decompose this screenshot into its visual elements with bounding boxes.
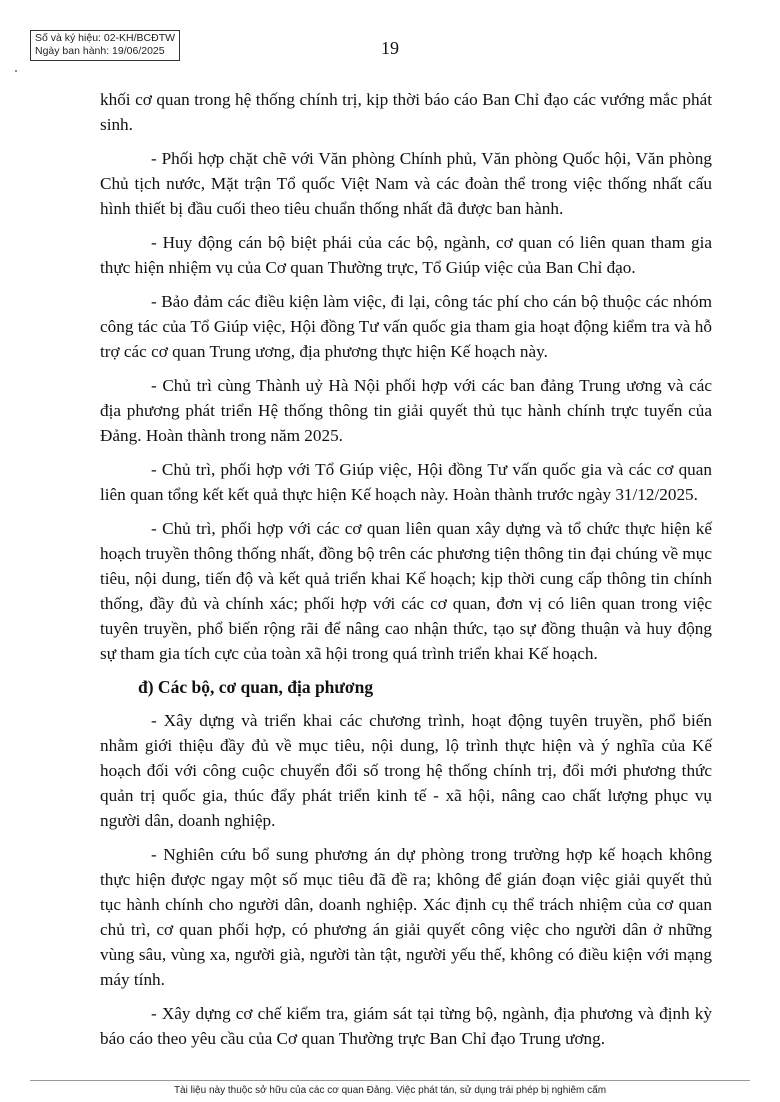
- page-number: 19: [381, 38, 399, 58]
- scan-speck: [15, 70, 17, 72]
- stamp-issue-date: Ngày ban hành: 19/06/2025: [35, 45, 165, 57]
- paragraph: - Chủ trì cùng Thành uỷ Hà Nội phối hợp với các ban đảng Trung ương và các địa phương phát triển Hệ thống thông tin giải quyết thủ tục hành chính trực tuyến của Đảng. Hoàn thành trong năm 2025.: [100, 376, 712, 445]
- document-body: [100, 87, 712, 1060]
- paragraph: - Xây dựng cơ chế kiểm tra, giám sát tại từng bộ, ngành, địa phương và định kỳ báo cáo theo yêu cầu của Cơ quan Thường trực Ban Chỉ đạo Trung ương.: [100, 1004, 712, 1048]
- paragraph: - Phối hợp chặt chẽ với Văn phòng Chính phủ, Văn phòng Quốc hội, Văn phòng Chủ tịch nước, Mặt trận Tổ quốc Việt Nam và các đoàn thể trong việc thống nhất cấu hình thiết bị đầu cuối theo tiêu chuẩn thống nhất đã được ban hành.: [100, 149, 712, 218]
- paragraph: - Chủ trì, phối hợp với Tổ Giúp việc, Hội đồng Tư vấn quốc gia và các cơ quan liên quan tổng kết kết quả thực hiện Kế hoạch này. Hoàn thành trước ngày 31/12/2025.: [100, 460, 712, 504]
- paragraph: khối cơ quan trong hệ thống chính trị, kịp thời báo cáo Ban Chỉ đạo các vướng mắc phát sinh.: [100, 90, 712, 134]
- footer-divider: [30, 1080, 750, 1081]
- paragraph: - Nghiên cứu bổ sung phương án dự phòng trong trường hợp kế hoạch không thực hiện được ngay một số mục tiêu đã đề ra; không để gián đoạn việc giải quyết thủ tục hành chính cho người dân, doanh nghiệp. Xác định cụ thể trách nhiệm của cơ quan chủ trì, cơ quan phối hợp, có phương án giải quyết công việc cho người dân ở những vùng sâu, vùng xa, người già, người tàn tật, người yếu thế, không có điều kiện với mạng máy tính.: [100, 845, 712, 989]
- section-heading: đ) Các bộ, cơ quan, địa phương: [138, 677, 374, 697]
- footer-notice: Tài liệu này thuộc sở hữu của các cơ quan Đảng. Việc phát tán, sử dụng trái phép bị nghiêm cấm: [173, 1085, 607, 1096]
- paragraph: - Xây dựng và triển khai các chương trình, hoạt động tuyên truyền, phổ biến nhằm giới thiệu đầy đủ về mục tiêu, nội dung, lộ trình thực hiện và ý nghĩa của Kế hoạch đối với công cuộc chuyển đổi số trong hệ thống chính trị, đổi mới phương thức quản trị quốc gia, thúc đẩy phát triển kinh tế - xã hội, nâng cao chất lượng phục vụ người dân, doanh nghiệp.: [100, 711, 712, 830]
- paragraph: - Chủ trì, phối hợp với các cơ quan liên quan xây dựng và tổ chức thực hiện kế hoạch truyền thông thống nhất, đồng bộ trên các phương tiện thông tin đại chúng về mục tiêu, nội dung, tiến độ và kết quả triển khai Kế hoạch; kịp thời cung cấp thông tin chính thống, đầy đủ và chính xác; phối hợp với các cơ quan, đơn vị có liên quan trong việc tuyên truyền, phổ biến rộng rãi để nâng cao nhận thức, tạo sự đồng thuận và huy động sự tham gia tích cực của toàn xã hội trong quá trình triển khai Kế hoạch.: [100, 519, 712, 663]
- stamp-document-number: Số và ký hiệu: 02-KH/BCĐTW: [35, 32, 176, 44]
- paragraph: - Huy động cán bộ biệt phái của các bộ, ngành, cơ quan có liên quan tham gia thực hiện nhiệm vụ của Cơ quan Thường trực, Tổ Giúp việc của Ban Chỉ đạo.: [100, 233, 712, 277]
- paragraph: - Bảo đảm các điều kiện làm việc, đi lại, công tác phí cho cán bộ thuộc các nhóm công tác của Tổ Giúp việc, Hội đồng Tư vấn quốc gia tham gia hoạt động kiểm tra và hỗ trợ các cơ quan Trung ương, địa phương thực hiện Kế hoạch này.: [100, 292, 712, 361]
